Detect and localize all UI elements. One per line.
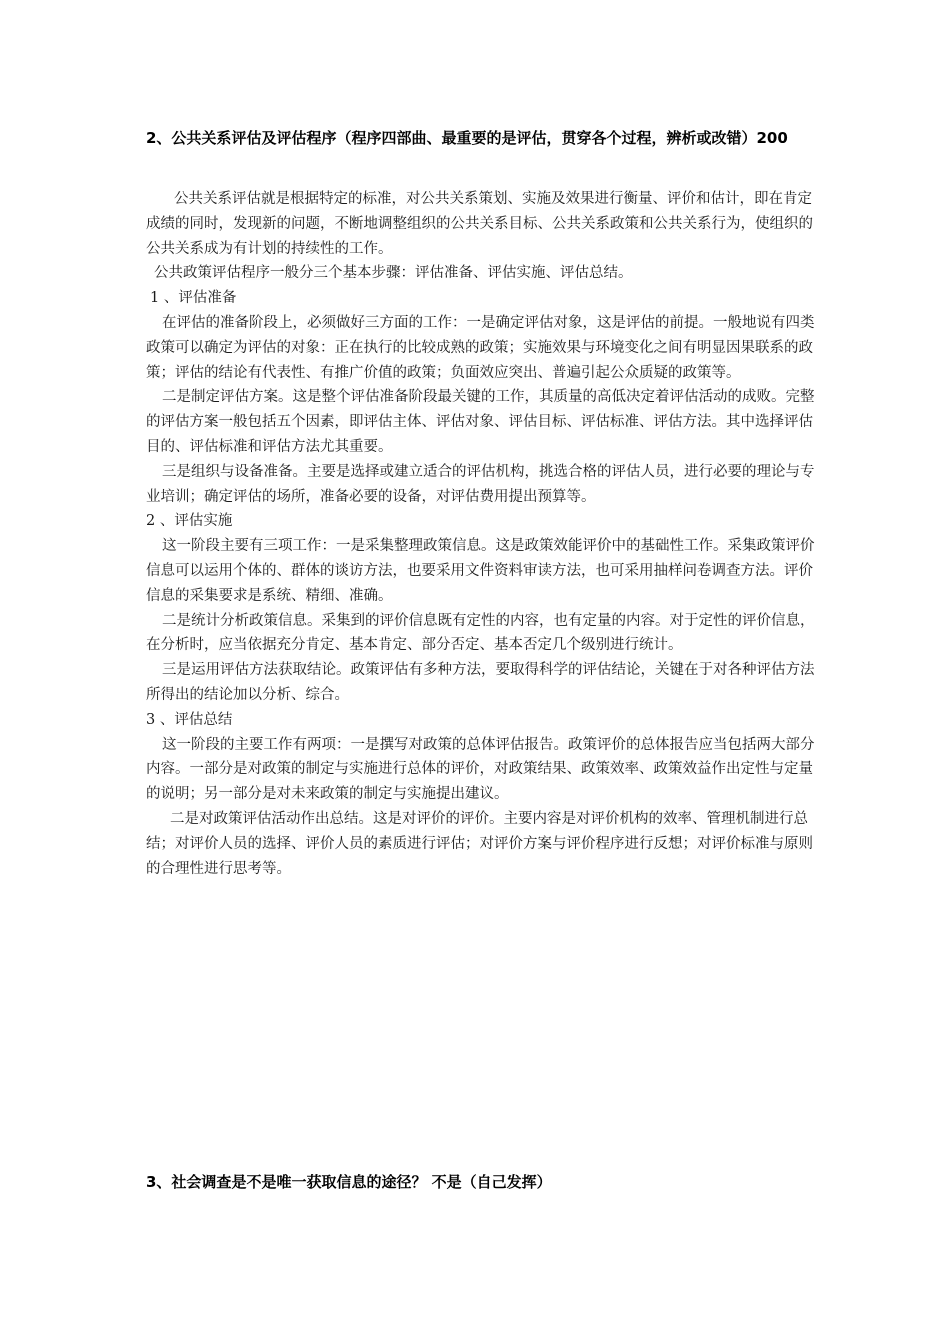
- paragraph-policy-procedure: 公共政策评估程序一般分三个基本步骤：评估准备、评估实施、评估总结。: [154, 265, 633, 282]
- section-heading-3: 3、社会调查是不是唯一获取信息的途径？ 不是（自己发挥）: [146, 1173, 552, 1191]
- paragraph-implementation-collect: 这一阶段主要有三项工作：一是采集整理政策信息。这是政策效能评价中的基础性工作。采集政策评价信息可以运用个体的、群体的谈访方法，也要采用文件资料审读方法，也可采用抽样问卷调查方法。评价信息的采集要求是系统、精细、准确。: [146, 538, 815, 604]
- subheading-summary: 3 、评估总结: [146, 711, 233, 728]
- paragraph-summary-report: 这一阶段的主要工作有两项：一是撰写对政策的总体评估报告。政策评价的总体报告应当包括两大部分内容。一部分是对政策的制定与实施进行总体的评价，对政策结果、政策效率、政策效益作出定性与定量的说明；另一部分是对未来政策的制定与实施提出建议。: [146, 736, 815, 803]
- subheading-preparation: 1 、评估准备: [150, 290, 237, 307]
- paragraph-preparation-object: 在评估的准备阶段上，必须做好三方面的工作：一是确定评估对象，这是评估的前提。一般地说有四类政策可以确定为评估的对象：正在执行的比较成熟的政策；实施效果与环境变化之间有明显因果联系的政策；评估的结论有代表性、有推广价值的政策；负面效应突出、普遍引起公众质疑的政策等。: [146, 314, 815, 381]
- section-heading-2: 2、公共关系评估及评估程序（程序四部曲、最重要的是评估，贯穿各个过程，辨析或改错）200: [146, 129, 788, 147]
- paragraph-summary-review: 二是对政策评估活动作出总结。这是对评价的评价。主要内容是对评价机构的效率、管理机制进行总结；对评价人员的选择、评价人员的素质进行评估；对评价方案与评价程序进行反想；对评价标准与原则的合理性进行思考等。: [146, 810, 813, 877]
- paragraph-implementation-analyze: 二是统计分析政策信息。采集到的评价信息既有定性的内容，也有定量的内容。对于定性的评价信息，在分析时，应当依据充分肯定、基本肯定、部分否定、基本否定几个级别进行统计。: [146, 612, 815, 654]
- paragraph-implementation-conclude: 三是运用评估方法获取结论。政策评估有多种方法，要取得科学的评估结论，关键在于对各种评估方法所得出的结论加以分析、综合。: [146, 662, 815, 703]
- paragraph-preparation-organization: 三是组织与设备准备。主要是选择或建立适合的评估机构，挑选合格的评估人员，进行必要的理论与专业培训；确定评估的场所，准备必要的设备，对评估费用提出预算等。: [146, 463, 815, 505]
- section-body: [146, 187, 816, 881]
- subheading-implementation: 2 、评估实施: [146, 513, 233, 530]
- paragraph-preparation-plan: 二是制定评估方案。这是整个评估准备阶段最关键的工作，其质量的高低决定着评估活动的成败。完整的评估方案一般包括五个因素，即评估主体、评估对象、评估目标、评估标准、评估方法。其中选择评估目的、评估标准和评估方法尤其重要。: [146, 389, 815, 455]
- paragraph-pr-definition: 公共关系评估就是根据特定的标准，对公共关系策划、实施及效果进行衡量、评价和估计，即在肯定成绩的同时，发现新的问题，不断地调整组织的公共关系目标、公共关系政策和公共关系行为，使组织的公共关系成为有计划的持续性的工作。: [146, 191, 813, 257]
